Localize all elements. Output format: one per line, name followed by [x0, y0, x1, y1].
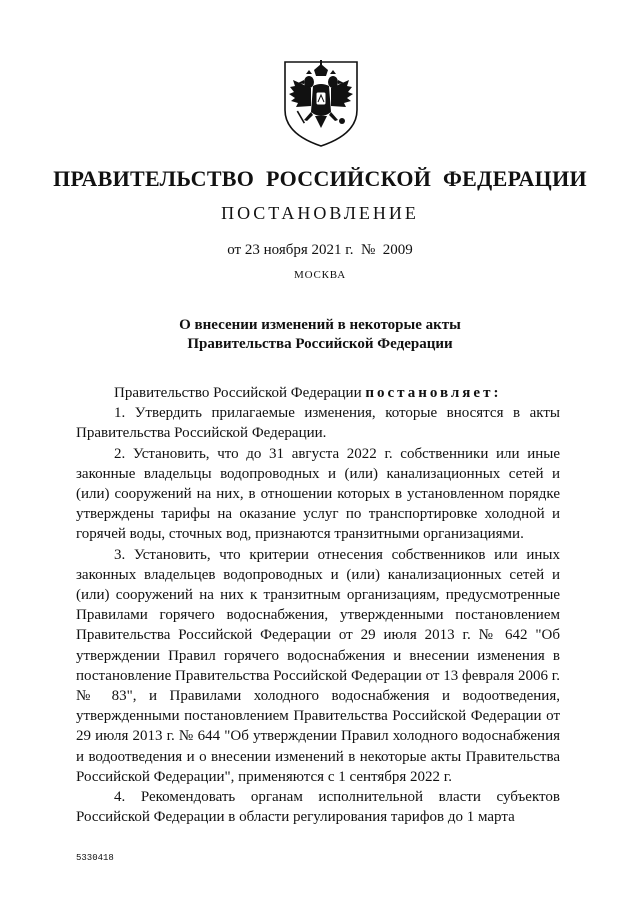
paragraph-1: 1. Утвердить прилагаемые изменения, которые вносятся в акты Правительства Российской Федерации.: [76, 405, 560, 442]
document-city: МОСКВА: [294, 269, 346, 281]
paragraph-4: 4. Рекомендовать органам исполнительной власти субъектов Российской Федерации в области регулирования тарифов до 1 марта: [76, 789, 560, 826]
intro-decision-word: постановляет:: [365, 385, 502, 401]
subject-line-1: О внесении изменений в некоторые акты: [179, 317, 461, 333]
paragraph-2: 2. Установить, что до 31 августа 2022 г. собственники или иные законные владельцы водопроводных и (или) канализационных сетей и (или) сооружений на них, в отношении которых в установленном порядке утверждены тарифы на оказание услуг по транспортировке холодной и горячей воды, сточных вод, признаются транзитными организациями.: [76, 445, 560, 543]
intro-text: Правительство Российской Федерации: [114, 385, 362, 401]
government-title: ПРАВИТЕЛЬСТВО РОССИЙСКОЙ ФЕДЕРАЦИИ: [53, 166, 587, 191]
document-body: [76, 383, 560, 827]
document-id-number: 5330418: [76, 853, 114, 863]
russian-coat-of-arms-icon: [271, 50, 371, 150]
document-date-number: от 23 ноября 2021 г. № 2009: [227, 242, 413, 258]
intro-paragraph: [76, 383, 560, 403]
subject-line-2: Правительства Российской Федерации: [187, 336, 453, 352]
document-subject: [0, 316, 640, 354]
paragraph-3: 3. Установить, что критерии отнесения собственников или иных законных владельцев водопроводных и (или) канализационных сетей и (или) сооружений на них к транзитным организациям, предусмотренные Правилами горячего водоснабжения, утвержденными постановлением Правительства Российской Федерации от 29 июля 2013 г. № 642 "Об утверждении Правил горячего водоснабжения и внесении изменения в постановление Правительства Российской Федерации от 13 февраля 2006 г. № 83", и Правилами холодного водоснабжения и водоотведения, утвержденными постановлением Правительства Российской Федерации от 29 июля 2013 г. № 644 "Об утверждении Правил холодного водоснабжения и водоотведения и о внесении изменений в некоторые акты Правительства Российской Федерации", применяются с 1 сентября 2022 г.: [76, 546, 560, 785]
document-type: ПОСТАНОВЛЕНИЕ: [221, 203, 419, 223]
